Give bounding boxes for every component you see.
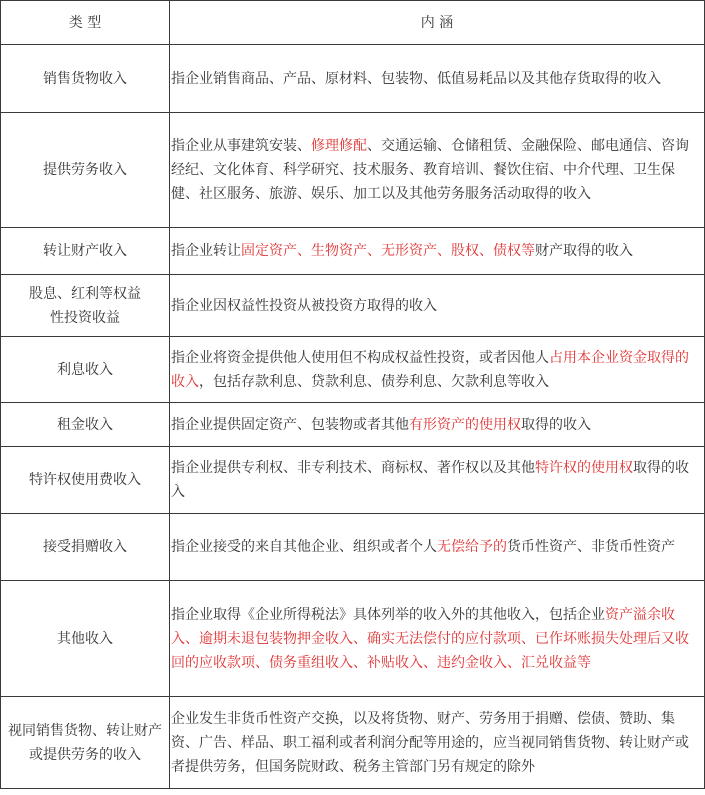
row-type-cell: 接受捐赠收入: [1, 514, 170, 581]
row-content-cell: [170, 697, 705, 789]
highlighted-text: 特许权的使用权: [535, 460, 633, 476]
content-text: 指企业提供专利权、非专利技术、商标权、著作权以及其他: [171, 460, 535, 476]
row-type-cell: 特许权使用费收入: [1, 447, 170, 514]
row-content-cell: [170, 275, 705, 337]
row-content-cell: [170, 337, 705, 403]
table-row: [1, 697, 705, 789]
content-text: 取得的收入: [521, 416, 591, 433]
table-row: [1, 447, 705, 514]
table-row: [1, 514, 705, 581]
content-text: 取得的收入: [171, 460, 689, 500]
content-text: 、交通运输、仓储租赁、金融保险、邮电通信、咨询经纪、文化体育、科学研究、技术服务、教育培训、餐饮住宿、中介代理、卫生保健、社区服务、旅游、娱乐、加工以及其他劳务服务活动取得的收入: [171, 138, 689, 202]
highlighted-text: 无偿给予的: [437, 539, 507, 555]
content-text: 指企业销售商品、产品、原材料、包装物、低值易耗品以及其他存货取得的收入: [171, 70, 661, 87]
content-text: 指企业取得《企业所得税法》具体列举的收入外的其他收入，包括企业: [171, 606, 605, 623]
row-content-cell: [170, 447, 705, 514]
highlighted-text: 有形资产的使用权: [409, 416, 521, 433]
row-content-cell: [170, 113, 705, 228]
content-text: 货币性资产、非货币性资产: [507, 539, 675, 555]
content-text: 指企业转让: [171, 243, 241, 259]
content-text: 指企业从事建筑安装、: [171, 138, 311, 154]
highlighted-text: 资产溢余收入、逾期未退包装物押金收入、确实无法偿付的应付款项、已作坏账损失处理后又收回的应收款项、债务重组收入、补贴收入、违约金收入、汇兑收益等: [171, 606, 689, 671]
content-text: 指企业因权益性投资从被投资方取得的收入: [171, 297, 437, 314]
table-row: [1, 403, 705, 447]
highlighted-text: 修理修配: [311, 138, 367, 154]
row-type-cell: 利息收入: [1, 337, 170, 403]
row-type-cell: 租金收入: [1, 403, 170, 447]
highlighted-text: 固定资产、生物资产、无形资产、股权、债权等: [241, 243, 535, 259]
header-content: 内 涵: [170, 1, 705, 45]
row-type-cell: 提供劳务收入: [1, 113, 170, 228]
table-row: [1, 113, 705, 228]
content-text: 指企业将资金提供他人使用但不构成权益性投资，或者因他人: [171, 349, 549, 366]
row-content-cell: [170, 514, 705, 581]
header-row: [1, 1, 705, 45]
header-type: 类 型: [1, 1, 170, 45]
row-type-cell: 转让财产收入: [1, 228, 170, 275]
table-row: [1, 337, 705, 403]
content-text: 财产取得的收入: [535, 243, 633, 259]
content-text: ，包括存款利息、贷款利息、债券利息、欠款利息等收入: [199, 373, 549, 390]
row-type-cell: 视同销售货物、转让财产或提供劳务的收入: [1, 697, 170, 789]
row-type-cell: 其他收入: [1, 581, 170, 697]
content-text: 指企业接受的来自其他企业、组织或者个人: [171, 539, 437, 555]
table-row: [1, 275, 705, 337]
table-row: [1, 228, 705, 275]
highlighted-text: 占用本企业资金取得的收入: [171, 349, 689, 390]
row-content-cell: [170, 45, 705, 113]
row-content-cell: [170, 228, 705, 275]
table-row: [1, 45, 705, 113]
row-content-cell: [170, 403, 705, 447]
row-content-cell: [170, 581, 705, 697]
content-text: 企业发生非货币性资产交换，以及将货物、财产、劳务用于捐赠、偿债、赞助、集资、广告、样品、职工福利或者利润分配等用途的，应当视同销售货物、转让财产或者提供劳务，但国务院财政、税务主管部门另有规定的除外: [171, 710, 689, 775]
content-text: 指企业提供固定资产、包装物或者其他: [171, 416, 409, 433]
table-row: [1, 581, 705, 697]
row-type-cell: 股息、红利等权益性投资收益: [1, 275, 170, 337]
row-type-cell: 销售货物收入: [1, 45, 170, 113]
